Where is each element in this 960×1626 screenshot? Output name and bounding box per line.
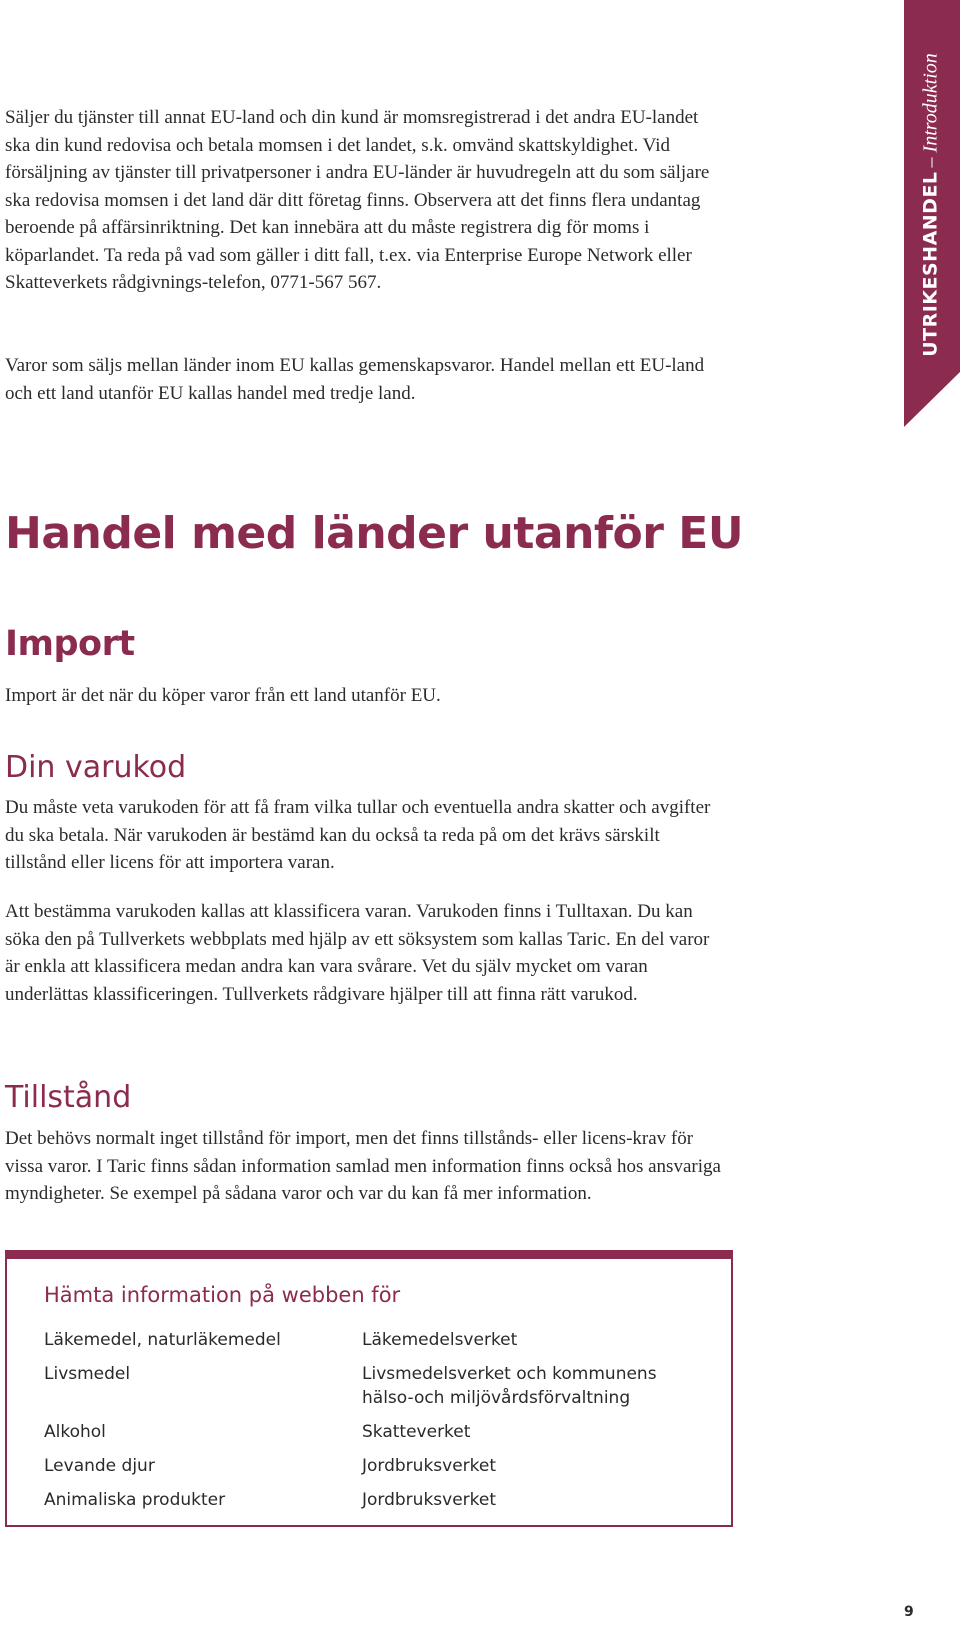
info-row-item: Alkohol xyxy=(44,1422,106,1442)
info-row-item: Läkemedel, naturläkemedel xyxy=(44,1330,281,1350)
side-tab-section: UTRIKESHANDEL xyxy=(919,171,942,357)
info-row-source: Läkemedelsverket xyxy=(362,1330,518,1350)
info-row-item: Animaliska produkter xyxy=(44,1490,226,1510)
info-row-source: Jordbruksverket xyxy=(362,1456,497,1476)
info-row-source: Jordbruksverket xyxy=(362,1490,497,1510)
info-row-item: Levande djur xyxy=(44,1456,155,1476)
intro-paragraph-1: Säljer du tjänster till annat EU-land och din kund är momsregistrerad i det andra EU-landet ska din kund redovisa och betala momsen i det landet, s.k. omvänd skattskyldighet. Vid försäljning av tjänster till privatpersoner i andra EU-länder är huvudregeln att du som säljare ska redovisa momsen i det land där ditt företag finns. Observera att det finns flera undantag beroende på affärsinriktning. Det kan innebära att du måste registrera dig för moms i köparlandet. Ta reda på vad som gäller i ditt fall, t.ex. via Enterprise Europe Network eller Skatteverkets rådgivnings-telefon, 0771-567 567. xyxy=(5,107,710,293)
tillstand-heading: Tillstånd xyxy=(5,1080,132,1115)
info-box-title: Hämta information på webben för xyxy=(44,1283,401,1307)
page-title: Handel med länder utanför EU xyxy=(5,508,744,559)
varukod-heading: Din varukod xyxy=(5,750,187,785)
tillstand-paragraph: Det behövs normalt inget tillstånd för import, men det finns tillstånds- eller licens-krav för vissa varor. I Taric finns sådan information samlad men information finns också hos ansvariga myndigheter. Se exempel på sådana varor och var du kan få mer information. xyxy=(5,1128,721,1204)
side-tab-label xyxy=(920,53,943,357)
info-row-source: Livsmedelsverket och kommunens hälso-och miljövårdsförvaltning xyxy=(362,1364,657,1408)
varukod-paragraph-1: Du måste veta varukoden för att få fram vilka tullar och eventuella andra skatter och avgifter du ska betala. När varukoden är bestämd kan du också ta reda på om det krävs särskilt tillstånd eller licens för att importera varan. xyxy=(5,797,711,873)
info-row-item: Livsmedel xyxy=(44,1364,131,1384)
side-tab-subsection: – Introduktion xyxy=(919,53,942,168)
varukod-paragraph-2: Att bestämma varukoden kallas att klassificera varan. Varukoden finns i Tulltaxan. Du kan söka den på Tullverkets webbplats med hjälp av ett söksystem som kallas Taric. En del varor är enkla att klassificera medan andra kan vara svårare. Vet du själv mycket om varan underlättas klassificeringen. Tullverkets rådgivare hjälper till att finna rätt varukod. xyxy=(5,901,710,1005)
intro-paragraph-2: Varor som säljs mellan länder inom EU kallas gemenskapsvaror. Handel mellan ett EU-land och ett land utanför EU kallas handel med tredje land. xyxy=(5,355,705,404)
import-paragraph: Import är det när du köper varor från ett land utanför EU. xyxy=(5,685,441,706)
import-heading: Import xyxy=(5,624,135,664)
page-number: 9 xyxy=(904,1604,914,1620)
info-row-source: Skatteverket xyxy=(362,1422,471,1442)
info-box xyxy=(5,1250,733,1527)
